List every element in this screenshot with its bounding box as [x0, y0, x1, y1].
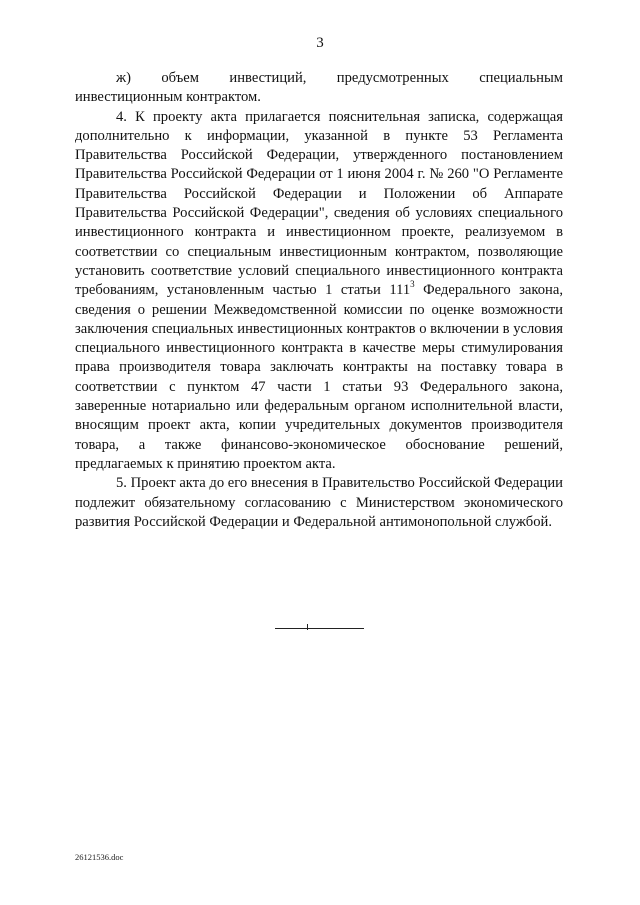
superscript-article-index: 3	[410, 279, 415, 290]
paragraph-5: 5. Проект акта до его внесения в Правительство Российской Федерации подлежит обязательному согласованию с Министерством экономического развития Российской Федерации и Федеральной антимонопольной службой.	[75, 475, 563, 530]
end-divider-line	[275, 628, 364, 629]
paragraph-4-part-2: Федерального закона, сведения о решении Межведомственной комиссии по оценке возможности заключения специальных инвестиционных контрактов о включении в условия специального инвестиционного контракта в качестве меры стимулирования права производителя товара заключать контракты на поставку товара в соответствии с пунктом 47 части 1 статьи 93 Федерального закона, заверенные нотариально или федеральным органом исполнительной власти, вносящим проект акта, копии учредительных документов производителя товара, а также финансово-экономическое обоснование решений, предлагаемых к принятию проектом акта.	[75, 282, 563, 472]
end-divider-tick	[307, 624, 308, 630]
page-number: 3	[316, 35, 324, 51]
footer-filename: 26121536.doc	[75, 852, 124, 862]
paragraph-item-zh: ж) объем инвестиций, предусмотренных специальным инвестиционным контрактом.	[75, 70, 563, 106]
paragraph-4	[75, 108, 563, 475]
document-body	[75, 69, 563, 532]
paragraph-4-part-1: 4. К проекту акта прилагается пояснительная записка, содержащая дополнительно к информации, указанной в пункте 53 Регламента Правительства Российской Федерации, утвержденного постановлением Правительства Российской Федерации от 1 июня 2004 г. № 260 "О Регламенте Правительства Российской Федерации и Положении об Аппарате Правительства Российской Федерации", сведения об условиях специального инвестиционного контракта и инвестиционном проекте, реализуемом в соответствии со специальным инвестиционным контрактом, позволяющие установить соответствие условий специального инвестиционного контракта требованиям, установленным частью 1 статьи 111	[75, 108, 563, 299]
